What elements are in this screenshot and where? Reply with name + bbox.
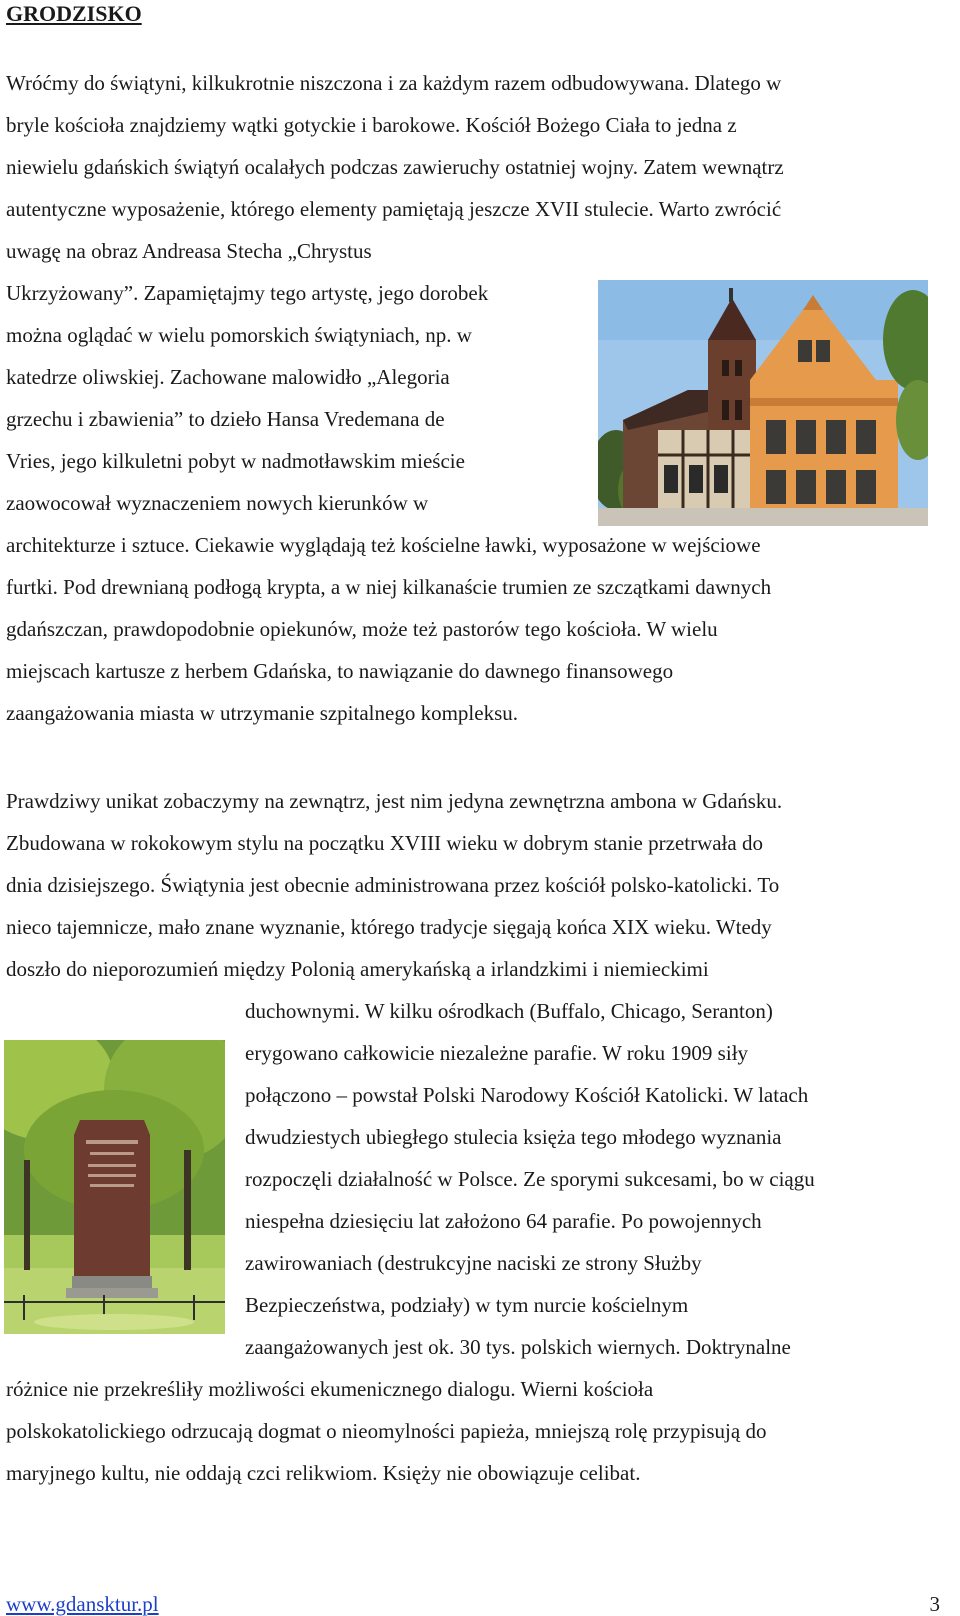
paragraph-line: duchownymi. W kilku ośrodkach (Buffalo, Chicago, Seranton)	[245, 999, 773, 1023]
paragraph-line: erygowano całkowicie niezależne parafie. W roku 1909 siły	[245, 1041, 749, 1065]
paragraph-line: Bezpieczeństwa, podziały) w tym nurcie kościelnym	[245, 1293, 689, 1317]
paragraph-line: rozpoczęli działalność w Polsce. Ze sporymi sukcesami, bo w ciągu	[245, 1167, 815, 1191]
paragraph-line: niespełna dziesięciu lat założono 64 parafie. Po powojennych	[245, 1209, 762, 1233]
paragraph-line: zaangażowanych jest ok. 30 tys. polskich wiernych. Doktrynalne	[245, 1335, 791, 1359]
paragraph-line: zawirowaniach (destrukcyjne naciski ze strony Służby	[245, 1251, 702, 1275]
paragraph-line: dnia dzisiejszego. Świątynia jest obecnie administrowana przez kościół polsko-katolicki. To	[6, 873, 780, 897]
church-illustration	[598, 280, 928, 526]
paragraph-line: połączono – powstał Polski Narodowy Kościół Katolicki. W latach	[245, 1083, 809, 1107]
paragraph-line: można oglądać w wielu pomorskich świątyniach, np. w	[6, 323, 472, 347]
paragraph-line: maryjnego kultu, nie oddają czci relikwiom. Księży nie obowiązuje celibat.	[6, 1461, 641, 1485]
paragraph-line: polskokatolickiego odrzucają dogmat o nieomylności papieża, mniejszą rolę przypisują do	[6, 1419, 767, 1443]
page-title: GRODZISKO	[6, 1, 142, 26]
paragraph-line: nieco tajemnicze, mało znane wyznanie, którego tradycje sięgają końca XIX wieku. Wtedy	[6, 915, 772, 939]
paragraph-line: zaowocował wyznaczeniem nowych kierunków w	[6, 491, 429, 515]
paragraph-line: furtki. Pod drewnianą podłogą krypta, a w niej kilkanaście trumien ze szczątkami dawnych	[6, 575, 772, 599]
monument-illustration	[4, 1040, 225, 1334]
paragraph-line: niewielu gdańskich świątyń ocalałych podczas zawieruchy ostatniej wojny. Zatem wewnątrz	[6, 155, 784, 179]
paragraph-line: miejscach kartusze z herbem Gdańska, to nawiązanie do dawnego finansowego	[6, 659, 674, 683]
paragraph-line: Ukrzyżowany”. Zapamiętajmy tego artystę, jego dorobek	[6, 281, 489, 305]
paragraph-line: Zbudowana w rokokowym stylu na początku XVIII wieku w dobrym stanie przetrwała do	[6, 831, 763, 855]
paragraph-line: katedrze oliwskiej. Zachowane malowidło „Alegoria	[6, 365, 450, 389]
paragraph-line: architekturze i sztuce. Ciekawie wyglądają też kościelne ławki, wyposażone w wejściowe	[6, 533, 761, 557]
paragraph-line: uwagę na obraz Andreasa Stecha „Chrystus	[6, 239, 372, 263]
paragraph-line: grzechu i zbawienia” to dzieło Hansa Vredemana de	[6, 407, 445, 431]
church-photo	[598, 280, 928, 526]
paragraph-line: Prawdziwy unikat zobaczymy na zewnątrz, jest nim jedyna zewnętrzna ambona w Gdańsku.	[6, 789, 783, 813]
paragraph-line: Wróćmy do świątyni, kilkukrotnie niszczona i za każdym razem odbudowywana. Dlatego w	[6, 71, 782, 95]
monument-photo	[4, 1040, 225, 1334]
paragraph-line: dwudziestych ubiegłego stulecia księża tego młodego wyznania	[245, 1125, 782, 1149]
paragraph-line: doszło do nieporozumień między Polonią amerykańską a irlandzkimi i niemieckimi	[6, 957, 709, 981]
paragraph-line: autentyczne wyposażenie, którego elementy pamiętają jeszcze XVII stulecie. Warto zwrócić	[6, 197, 782, 221]
paragraph-line: Vries, jego kilkuletni pobyt w nadmotławskim mieście	[6, 449, 465, 473]
page-number: 3	[929, 1592, 940, 1616]
paragraph-line: gdańszczan, prawdopodobnie opiekunów, może też pastorów tego kościoła. W wielu	[6, 617, 718, 641]
paragraph-line: różnice nie przekreśliły możliwości ekumenicznego dialogu. Wierni kościoła	[6, 1377, 654, 1401]
paragraph-line: zaangażowania miasta w utrzymanie szpitalnego kompleksu.	[6, 701, 518, 725]
website-link[interactable]: www.gdansktur.pl	[6, 1592, 159, 1616]
paragraph-line: bryle kościoła znajdziemy wątki gotyckie i barokowe. Kościół Bożego Ciała to jedna z	[6, 113, 737, 137]
